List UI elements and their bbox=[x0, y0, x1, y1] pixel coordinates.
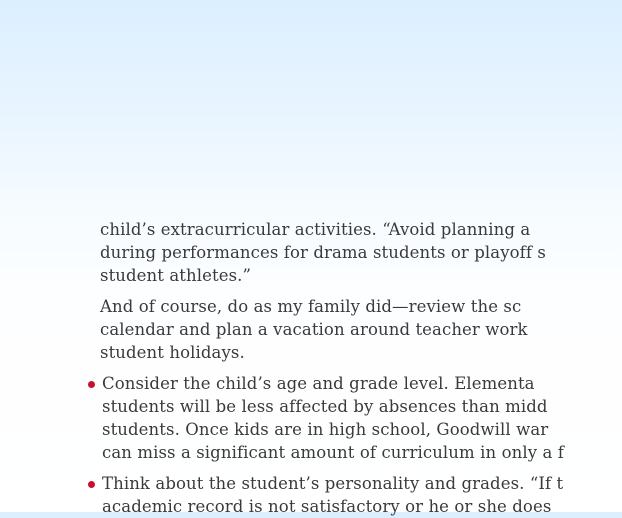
paragraph-extracurricular bbox=[100, 218, 620, 287]
paragraph-school-calendar bbox=[100, 295, 620, 364]
text-line: Think about the student’s personality and grades. “If t bbox=[102, 474, 564, 493]
text-line: students. Once kids are in high school, Goodwill war bbox=[102, 420, 549, 439]
text-line: can miss a significant amount of curriculum in only a f bbox=[102, 443, 564, 462]
bullet-dot-icon bbox=[88, 381, 95, 388]
text-line: students will be less affected by absences than midd bbox=[102, 397, 548, 416]
text-line: child’s extracurricular activities. “Avoid planning a bbox=[100, 220, 531, 239]
text-line: calendar and plan a vacation around teacher work bbox=[100, 320, 528, 339]
bullet-item-age-grade bbox=[102, 372, 622, 464]
text-line: academic record is not satisfactory or he or she does bbox=[102, 497, 552, 516]
text-line: during performances for drama students or playoff s bbox=[100, 243, 546, 262]
text-line: student holidays. bbox=[100, 343, 245, 362]
text-line: Consider the child’s age and grade level. Elementa bbox=[102, 374, 535, 393]
bullet-dot-icon bbox=[88, 481, 95, 488]
text-line: student athletes.” bbox=[100, 266, 252, 285]
bullet-item-personality-grades bbox=[102, 472, 622, 518]
text-line: And of course, do as my family did—review the sc bbox=[100, 297, 522, 316]
